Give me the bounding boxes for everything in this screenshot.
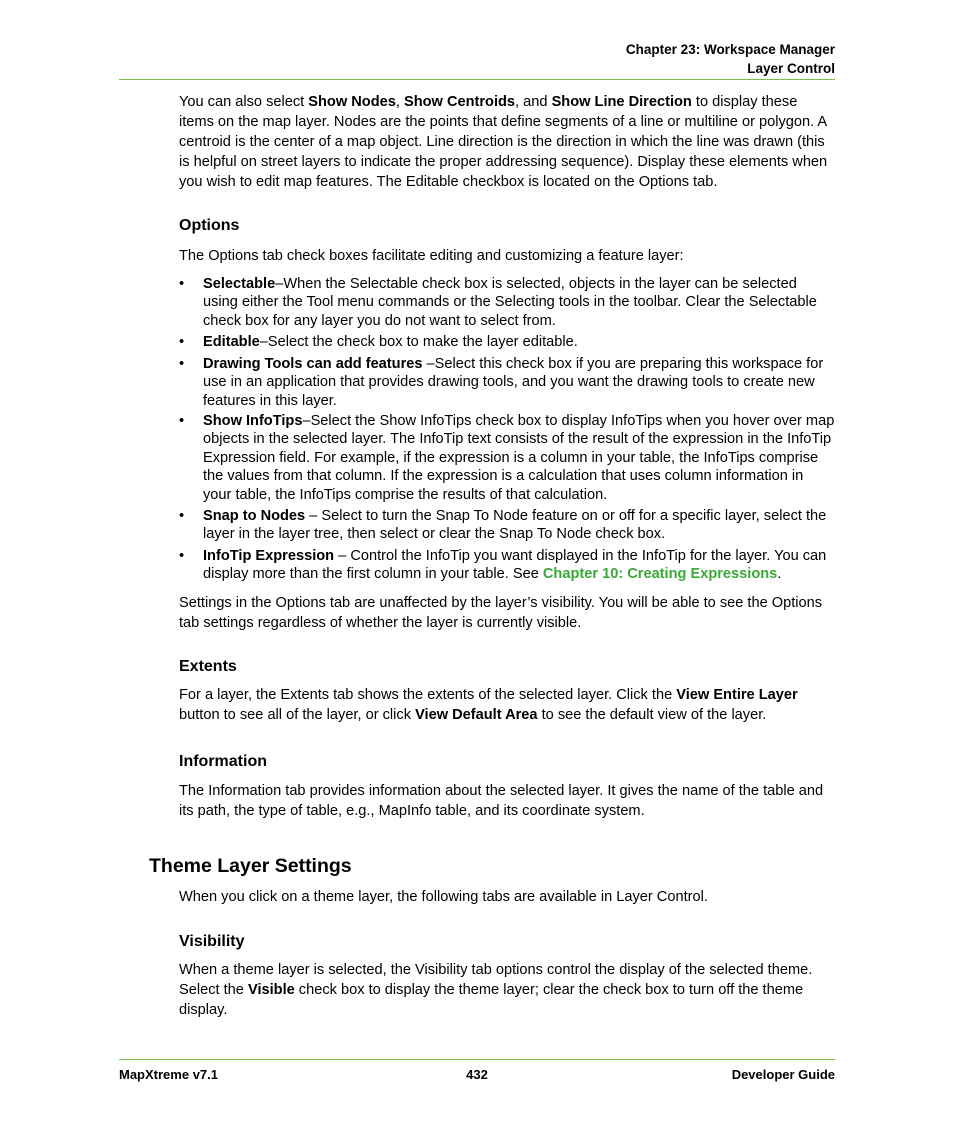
running-header xyxy=(626,40,835,78)
creating-expressions-link[interactable]: Chapter 10: Creating Expressions xyxy=(542,566,778,583)
options-lead: The Options tab check boxes facilitate editing and customizing a feature layer: xyxy=(179,248,684,264)
bullet: • xyxy=(179,548,185,564)
intro-paragraph: You can also select Show Nodes, Show Centroids, and Show Line Direction to display these items on the map layer. Nodes are the points that define segments of a line or multiline or polygon. A centroid is the center of a map object. Line direction is the direction in which the line was drawn (this is helpful on street layers to indicate the proper addressing sequence). Display these elements when you wish to edit map features. The Editable checkbox is located on the Options tab. xyxy=(179,94,828,190)
list-item: • InfoTip Expression – Control the InfoTip you want displayed in the InfoTip for the layer. You can display more than the first column in your table. See Chapter 10: Creating Expressions. xyxy=(179,548,827,583)
list-item: • Drawing Tools can add features –Select this check box if you are preparing this workspace for use in an application that provides drawing tools, and you want the drawing tools to create new features in this layer. xyxy=(179,356,824,409)
list-item: • Show InfoTips–Select the Show InfoTips check box to display InfoTips when you hover over map objects in the selected layer. The InfoTip text consists of the result of the expression in the InfoTip Expression field. For example, if the expression is a column in your table, the InfoTips comprise the values from that column. If the expression is a calculation that uses column information in your table, the InfoTips comprise the results of that calculation. xyxy=(179,413,835,503)
list-item-term: Snap to Nodes xyxy=(203,508,306,524)
list-item: • Snap to Nodes – Select to turn the Snap To Node feature on or off for a specific layer, select the layer in the layer tree, then select or clear the Snap To Node check box. xyxy=(179,508,827,543)
footer-page-number: 432 xyxy=(466,1067,488,1082)
bullet: • xyxy=(179,413,185,429)
footer-product: MapXtreme v7.1 xyxy=(119,1067,218,1082)
footer-guide: Developer Guide xyxy=(731,1067,835,1082)
view-default-area-term: View Default Area xyxy=(415,707,538,723)
list-item-term: Selectable xyxy=(203,276,276,292)
list-item: • Editable–Select the check box to make the layer editable. xyxy=(179,334,578,350)
list-item: • Selectable–When the Selectable check box is selected, objects in the layer can be selected using either the Tool menu commands or the Selecting tools in the toolbar. Clear the Selectable check box for any layer you do not want to select from. xyxy=(179,276,817,329)
bullet: • xyxy=(179,356,185,372)
visible-term: Visible xyxy=(247,982,295,998)
show-centroids-term: Show Centroids xyxy=(403,94,516,110)
list-item-term: Show InfoTips xyxy=(203,413,303,429)
bullet: • xyxy=(179,334,185,350)
options-after-paragraph: Settings in the Options tab are unaffected by the layer’s visibility. You will be able to see the Options tab settings regardless of whether the layer is currently visible. xyxy=(179,595,823,631)
header-chapter: Chapter 23: Workspace Manager xyxy=(625,42,835,57)
bullet: • xyxy=(179,508,185,524)
visibility-heading: Visibility xyxy=(179,933,245,950)
list-item-term: Drawing Tools can add features xyxy=(203,356,423,372)
show-nodes-term: Show Nodes xyxy=(308,94,396,110)
options-heading: Options xyxy=(179,217,240,234)
header-section: Layer Control xyxy=(747,61,835,76)
theme-layer-settings-heading: Theme Layer Settings xyxy=(149,855,352,877)
visibility-paragraph: When a theme layer is selected, the Visibility tab options control the display of the selected theme. Select the Visible check box to display the theme layer; clear the check box to turn off the theme display. xyxy=(179,962,813,1018)
information-heading: Information xyxy=(179,753,267,770)
bullet: • xyxy=(179,276,185,292)
show-line-direction-term: Show Line Direction xyxy=(551,94,692,110)
view-entire-layer-term: View Entire Layer xyxy=(676,687,798,703)
list-item-term: InfoTip Expression xyxy=(203,548,335,564)
footer-rule xyxy=(119,1059,835,1060)
extents-paragraph: For a layer, the Extents tab shows the extents of the selected layer. Click the View Entire Layer button to see all of the layer, or click View Default Area to see the default view of the layer. xyxy=(179,687,798,723)
theme-paragraph: When you click on a theme layer, the following tabs are available in Layer Control. xyxy=(179,889,708,905)
list-item-term: Editable xyxy=(203,334,260,350)
header-rule xyxy=(119,79,835,80)
information-paragraph: The Information tab provides information about the selected layer. It gives the name of the table and its path, the type of table, e.g., MapInfo table, and its coordinate system. xyxy=(179,783,824,819)
extents-heading: Extents xyxy=(179,658,237,675)
